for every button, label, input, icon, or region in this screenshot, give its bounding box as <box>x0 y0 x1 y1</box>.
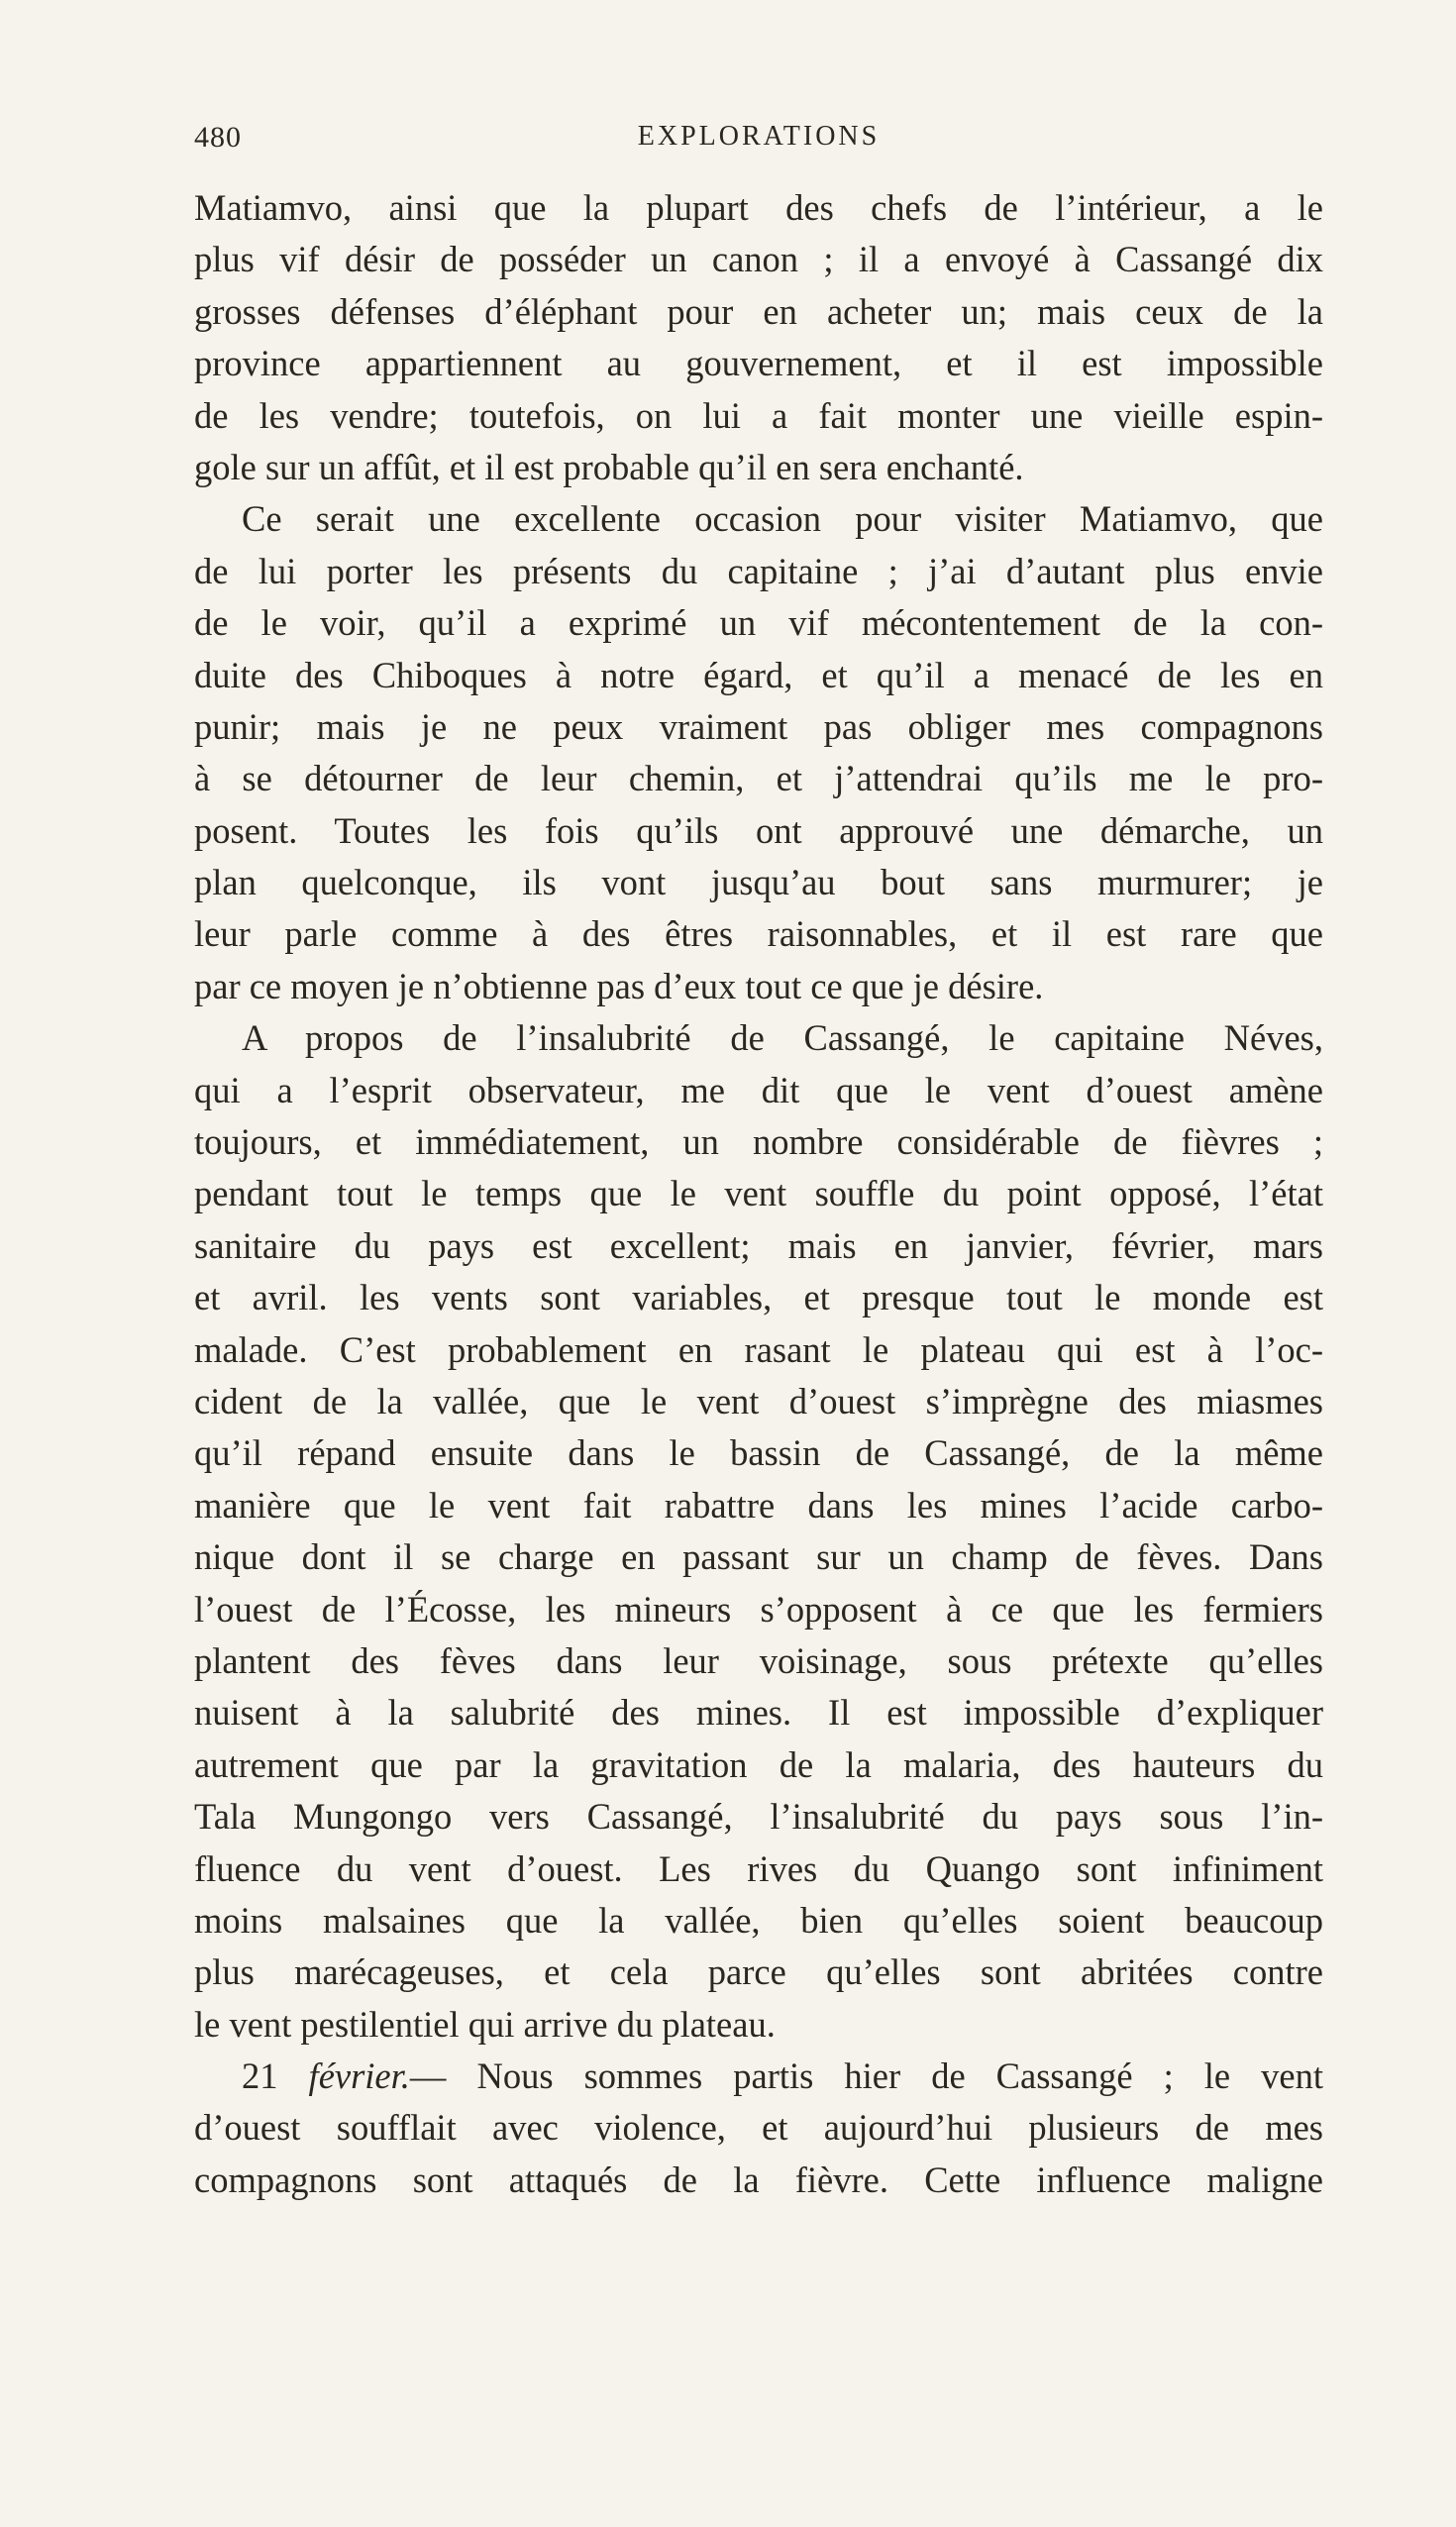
running-title: EXPLORATIONS <box>637 121 881 152</box>
text-line: province appartiennent au gouvernement, et il est impossible <box>194 343 1323 384</box>
text-line: grosses défenses d’éléphant pour en acheter un; mais ceux de la <box>194 290 1323 332</box>
text-line: de lui porter les présents du capitaine ; j’ai d’autant plus envie <box>194 550 1323 591</box>
text-line: plus vif désir de posséder un canon ; il a envoyé à Cassangé dix <box>194 239 1323 280</box>
text-line: de le voir, qu’il a exprimé un vif mécontentement de la con- <box>194 602 1323 644</box>
text-line: Ce serait une excellente occasion pour visiter Matiamvo, que <box>242 498 1323 540</box>
text-line: punir; mais je ne peux vraiment pas obliger mes compagnons <box>194 705 1323 747</box>
text-line: posent. Toutes les fois qu’ils ont approuvé une démarche, un <box>194 809 1323 851</box>
text-line: nique dont il se charge en passant sur un champ de fèves. Dans <box>194 1536 1323 1578</box>
entry-month: février. <box>308 2055 410 2097</box>
entry-day: 21 <box>242 2055 278 2097</box>
entry-text: — Nous sommes partis hier de Cassangé ; le vent <box>409 2055 1324 2097</box>
text-line: cident de la vallée, que le vent d’ouest s’imprègne des miasmes <box>194 1380 1323 1421</box>
text-line: par ce moyen je n’obtienne pas d’eux tout ce que je désire. <box>194 965 1044 1006</box>
text-line: leur parle comme à des êtres raisonnables, et il est rare que <box>194 913 1323 955</box>
text-line: fluence du vent d’ouest. Les rives du Quango sont infiniment <box>194 1847 1323 1889</box>
text-line: qu’il répand ensuite dans le bassin de Cassangé, de la même <box>194 1432 1323 1474</box>
text-line: qui a l’esprit observateur, me dit que le vent d’ouest amène <box>194 1069 1323 1110</box>
text-line: pendant tout le temps que le vent souffle du point opposé, l’état <box>194 1173 1323 1214</box>
text-line: à se détourner de leur chemin, et j’attendrai qu’ils me le pro- <box>194 758 1323 799</box>
text-line: nuisent à la salubrité des mines. Il est impossible d’expliquer <box>194 1692 1323 1734</box>
running-head <box>194 121 1323 160</box>
text-line: toujours, et immédiatement, un nombre considérable de fièvres ; <box>194 1121 1323 1163</box>
text-line: Tala Mungongo vers Cassangé, l’insalubrité du pays sous l’in- <box>194 1796 1323 1838</box>
text-line: moins malsaines que la vallée, bien qu’elles soient beaucoup <box>194 1899 1323 1941</box>
text-line: de les vendre; toutefois, on lui a fait monter une vieille espin- <box>194 394 1323 436</box>
text-line: plan quelconque, ils vont jusqu’au bout sans murmurer; je <box>194 862 1323 903</box>
text-line: malade. C’est probablement en rasant le plateau qui est à l’oc- <box>194 1328 1323 1370</box>
text-line: sanitaire du pays est excellent; mais en janvier, février, mars <box>194 1224 1323 1266</box>
text-line: A propos de l’insalubrité de Cassangé, le capitaine Néves, <box>242 1017 1323 1059</box>
body-text <box>194 182 1323 2206</box>
text-line: plantent des fèves dans leur voisinage, sous prétexte qu’elles <box>194 1639 1323 1681</box>
text-line: compagnons sont attaqués de la fièvre. Cette influence maligne <box>194 2158 1323 2200</box>
text-line: Matiamvo, ainsi que la plupart des chefs de l’intérieur, a le <box>194 187 1323 228</box>
text-line: l’ouest de l’Écosse, les mineurs s’opposent à ce que les fermiers <box>194 1588 1323 1630</box>
text-line: d’ouest soufflait avec violence, et aujourd’hui plusieurs de mes <box>194 2107 1323 2149</box>
text-line: duite des Chiboques à notre égard, et qu’il a menacé de les en <box>194 654 1323 695</box>
page-number: 480 <box>194 121 242 154</box>
text-line: manière que le vent fait rabattre dans les mines l’acide carbo- <box>194 1484 1323 1526</box>
text-line: gole sur un affût, et il est probable qu’il en sera enchanté. <box>194 446 1024 487</box>
text-line: le vent pestilentiel qui arrive du plateau. <box>194 2003 776 2045</box>
text-line: autrement que par la gravitation de la malaria, des hauteurs du <box>194 1743 1323 1785</box>
text-line: et avril. les vents sont variables, et presque tout le monde est <box>194 1277 1323 1318</box>
text-line: plus marécageuses, et cela parce qu’elles sont abritées contre <box>194 1951 1323 1993</box>
dated-entry-first-line <box>194 2051 1323 2102</box>
